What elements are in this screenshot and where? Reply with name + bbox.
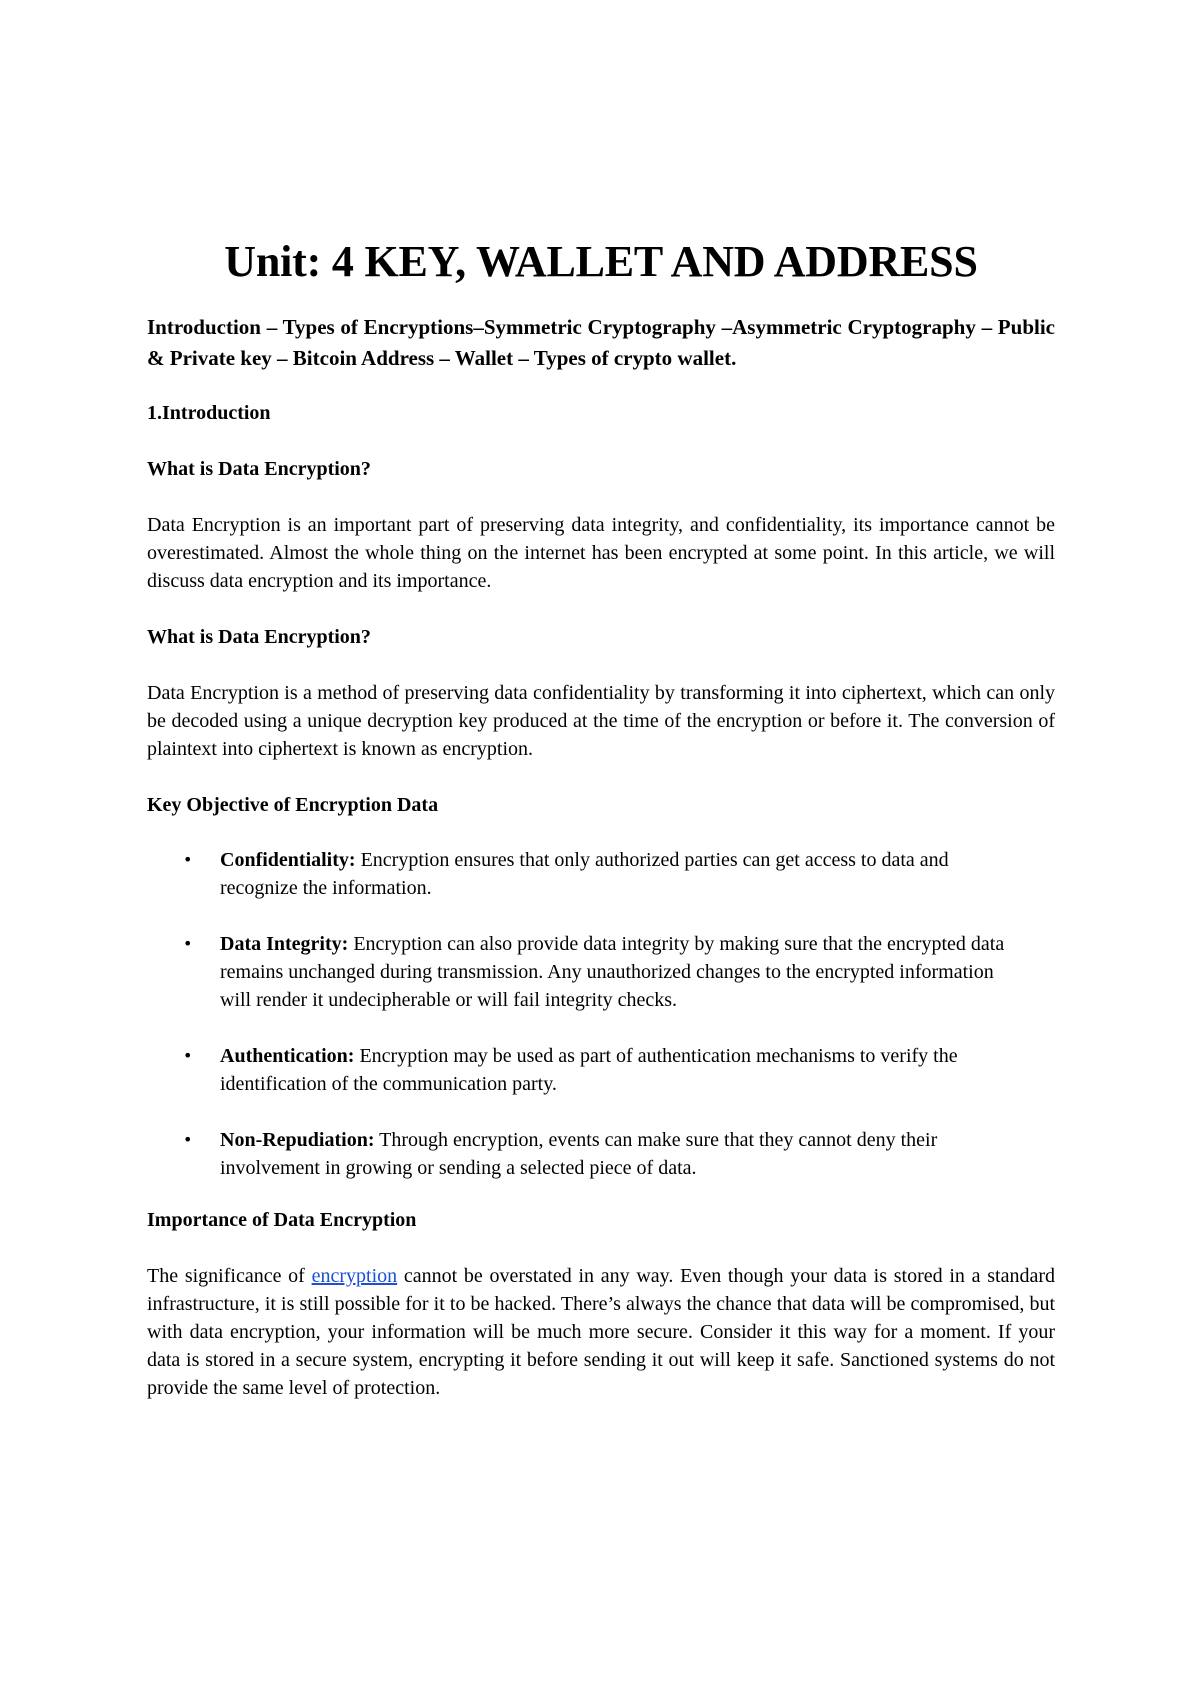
bullet-icon: • (183, 850, 193, 869)
bullet-term: Confidentiality: (220, 849, 356, 871)
encryption-importance-paragraph: Data Encryption is an important part of preserving data integrity, and confidentiality, its importance cannot be overestimated. Almost the whole thing on the internet has been encrypted at some point. In this article, we will discuss data encryption and its importance. (147, 514, 1055, 592)
bullet-term: Authentication: (220, 1045, 355, 1067)
list-item-confidentiality (147, 846, 1055, 902)
what-is-encryption-heading-1: What is Data Encryption? (147, 458, 371, 480)
encryption-link[interactable]: encryption (311, 1265, 398, 1287)
bullet-icon: • (183, 1130, 193, 1149)
list-item-authentication (147, 1042, 1055, 1098)
list-item-data-integrity (147, 930, 1055, 1014)
list-item-non-repudiation (147, 1126, 1055, 1182)
bullet-icon: • (183, 1046, 193, 1065)
bullet-text: Encryption may be used as part of authentication mechanisms to verify the identification of the communication party. (220, 1045, 958, 1095)
key-objectives-heading: Key Objective of Encryption Data (147, 794, 439, 816)
importance-text-rest: cannot be overstated in any way. Even though your data is stored in a standard infrastructure, it is still possible for it to be hacked. There’s always the chance that data will be compromised, but with data encryption, your information will be much more secure. Consider it this way for a moment. If your data is stored in a secure system, encrypting it before sending it out will keep it safe. Sanctioned systems do not provide the same level of protection. (147, 1265, 1056, 1399)
objectives-list (147, 846, 1055, 1182)
bullet-term: Non-Repudiation: (220, 1129, 375, 1151)
bullet-text: Encryption can also provide data integrity by making sure that the encrypted data remains unchanged during transmission. Any unauthorized changes to the encrypted information will render it undecipherable or will fail integrity checks. (220, 933, 1005, 1011)
bullet-term: Data Integrity: (220, 933, 349, 955)
importance-heading: Importance of Data Encryption (147, 1209, 417, 1231)
page-title: Unit: 4 KEY, WALLET AND ADDRESS (224, 237, 978, 286)
bullet-icon: • (183, 934, 193, 953)
bullet-text: Through encryption, events can make sure that they cannot deny their involvement in growing or sending a selected piece of data. (220, 1129, 938, 1179)
bullet-text: Encryption ensures that only authorized parties can get access to data and recognize the information. (220, 849, 949, 899)
unit-topics: Introduction – Types of Encryptions–Symmetric Cryptography –Asymmetric Cryptography – Public & Private key – Bitcoin Address – Wallet – Types of crypto wallet. (147, 315, 1055, 370)
encryption-definition-paragraph: Data Encryption is a method of preserving data confidentiality by transforming it into ciphertext, which can only be decoded using a unique decryption key produced at the time of the encryption or before it. The conversion of plaintext into ciphertext is known as encryption. (147, 682, 1055, 760)
importance-paragraph (147, 1262, 1055, 1402)
importance-text-start: The significance of (147, 1265, 312, 1287)
what-is-encryption-heading-2: What is Data Encryption? (147, 626, 371, 648)
introduction-heading: 1.Introduction (147, 402, 271, 424)
